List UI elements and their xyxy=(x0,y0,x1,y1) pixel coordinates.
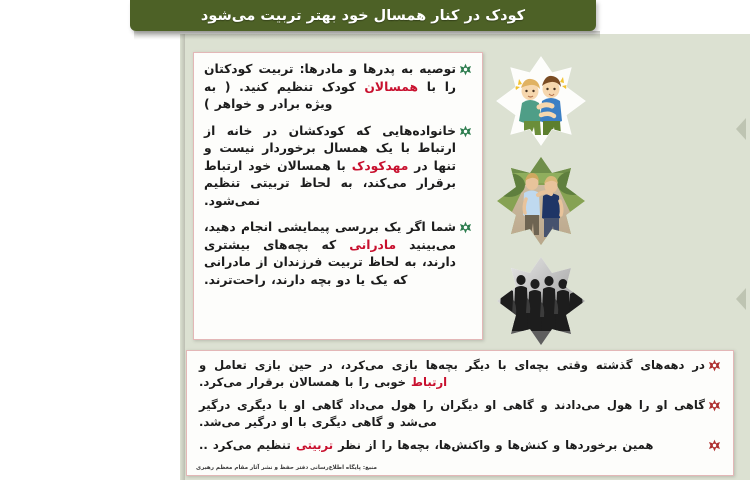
title-banner xyxy=(130,0,596,31)
source-credit: منبع: پایگاه اطلاع‌رسانی دفتر حفظ و نشر آثار مقام معظم رهبری xyxy=(196,465,377,471)
chevron-left-icon xyxy=(735,288,748,314)
banner-drop-shadow xyxy=(134,31,600,40)
bullet-text xyxy=(199,437,705,454)
green-floral-bullet-icon xyxy=(459,125,472,138)
text-run: توصیه به پدرها و مادرها: تربیت کودکتان را با xyxy=(204,62,456,94)
page-title: کودک در کنار همسال خود بهتر تربیت می‌شود xyxy=(200,7,526,24)
bullet-item xyxy=(204,123,472,211)
highlighted-term: تربیتی xyxy=(295,438,334,452)
star-medallion-photo-two-boys-walking xyxy=(495,155,587,247)
photo-group-silhouette-artwork xyxy=(495,255,587,347)
red-floral-bullet-icon xyxy=(708,359,721,372)
red-floral-bullet-icon xyxy=(708,399,721,412)
bullet-item xyxy=(199,437,721,454)
top-text-card xyxy=(193,52,483,340)
bullet-text xyxy=(204,219,456,289)
panel-left-shadow xyxy=(180,34,185,480)
cartoon-two-children-hugging-artwork xyxy=(495,55,587,147)
text-run: در دهه‌های گذشته وقتی بچه‌ای با دیگر بچه‌ها بازی می‌کرد، در حین بازی تعامل و xyxy=(199,358,705,372)
highlighted-term: مهدکودک xyxy=(351,158,409,173)
text-run: که بچه‌های بیشتری دارند، به لحاظ تربیت فرزندان از مادرانی که یک یا دو بچه دارند، راحت‌ترند. xyxy=(204,237,456,287)
text-run: تنظیم می‌کرد .. xyxy=(199,438,296,452)
bullet-text xyxy=(204,123,456,211)
bullet-item xyxy=(199,397,721,430)
chevron-left-icon xyxy=(735,118,748,144)
text-run: خوبی را با همسالان برقرار می‌کرد. xyxy=(199,374,412,389)
text-run: همین برخوردها و کنش‌ها و واکنش‌ها، بچه‌ها را از نظر xyxy=(333,438,654,452)
highlighted-term: همسالان xyxy=(364,79,418,94)
green-floral-bullet-icon xyxy=(459,221,472,234)
photo-two-boys-walking-artwork xyxy=(495,155,587,247)
bullet-text xyxy=(199,397,705,430)
text-run: شما اگر یک بررسی پیمایشی انجام دهید، می‌بینید xyxy=(204,220,456,252)
text-run: گاهی او را هول می‌دادند و گاهی او دیگران را هول می‌داد گاهی او با دیگری درگیر می‌شد و گاهی دیگری با او درگیر می‌شد. xyxy=(199,398,705,429)
green-floral-bullet-icon xyxy=(459,63,472,76)
bullet-item xyxy=(204,61,472,114)
star-medallion-illustration-two-children xyxy=(495,55,587,147)
red-floral-bullet-icon xyxy=(708,439,721,452)
bullet-item xyxy=(204,219,472,289)
highlighted-term: ارتباط xyxy=(411,374,448,389)
text-run: خانواده‌هایی که کودکشان در خانه از ارتباط با یک همسال برخوردار نیست و تنها در xyxy=(204,123,456,173)
star-medallion-photo-group-silhouette xyxy=(495,255,587,347)
highlighted-term: مادرانی xyxy=(349,237,397,252)
bottom-text-card xyxy=(186,350,734,476)
text-run: کودک تنظیم کنید. ( به ویژه برادر و خواهر ) xyxy=(204,79,365,111)
bullet-item xyxy=(199,357,721,390)
bullet-text xyxy=(199,357,705,390)
bullet-text xyxy=(204,61,456,114)
text-run: با همسالان خود ارتباط برقرار می‌کند، به لحاظ تربیتی تنظیم نمی‌شود. xyxy=(204,158,456,208)
